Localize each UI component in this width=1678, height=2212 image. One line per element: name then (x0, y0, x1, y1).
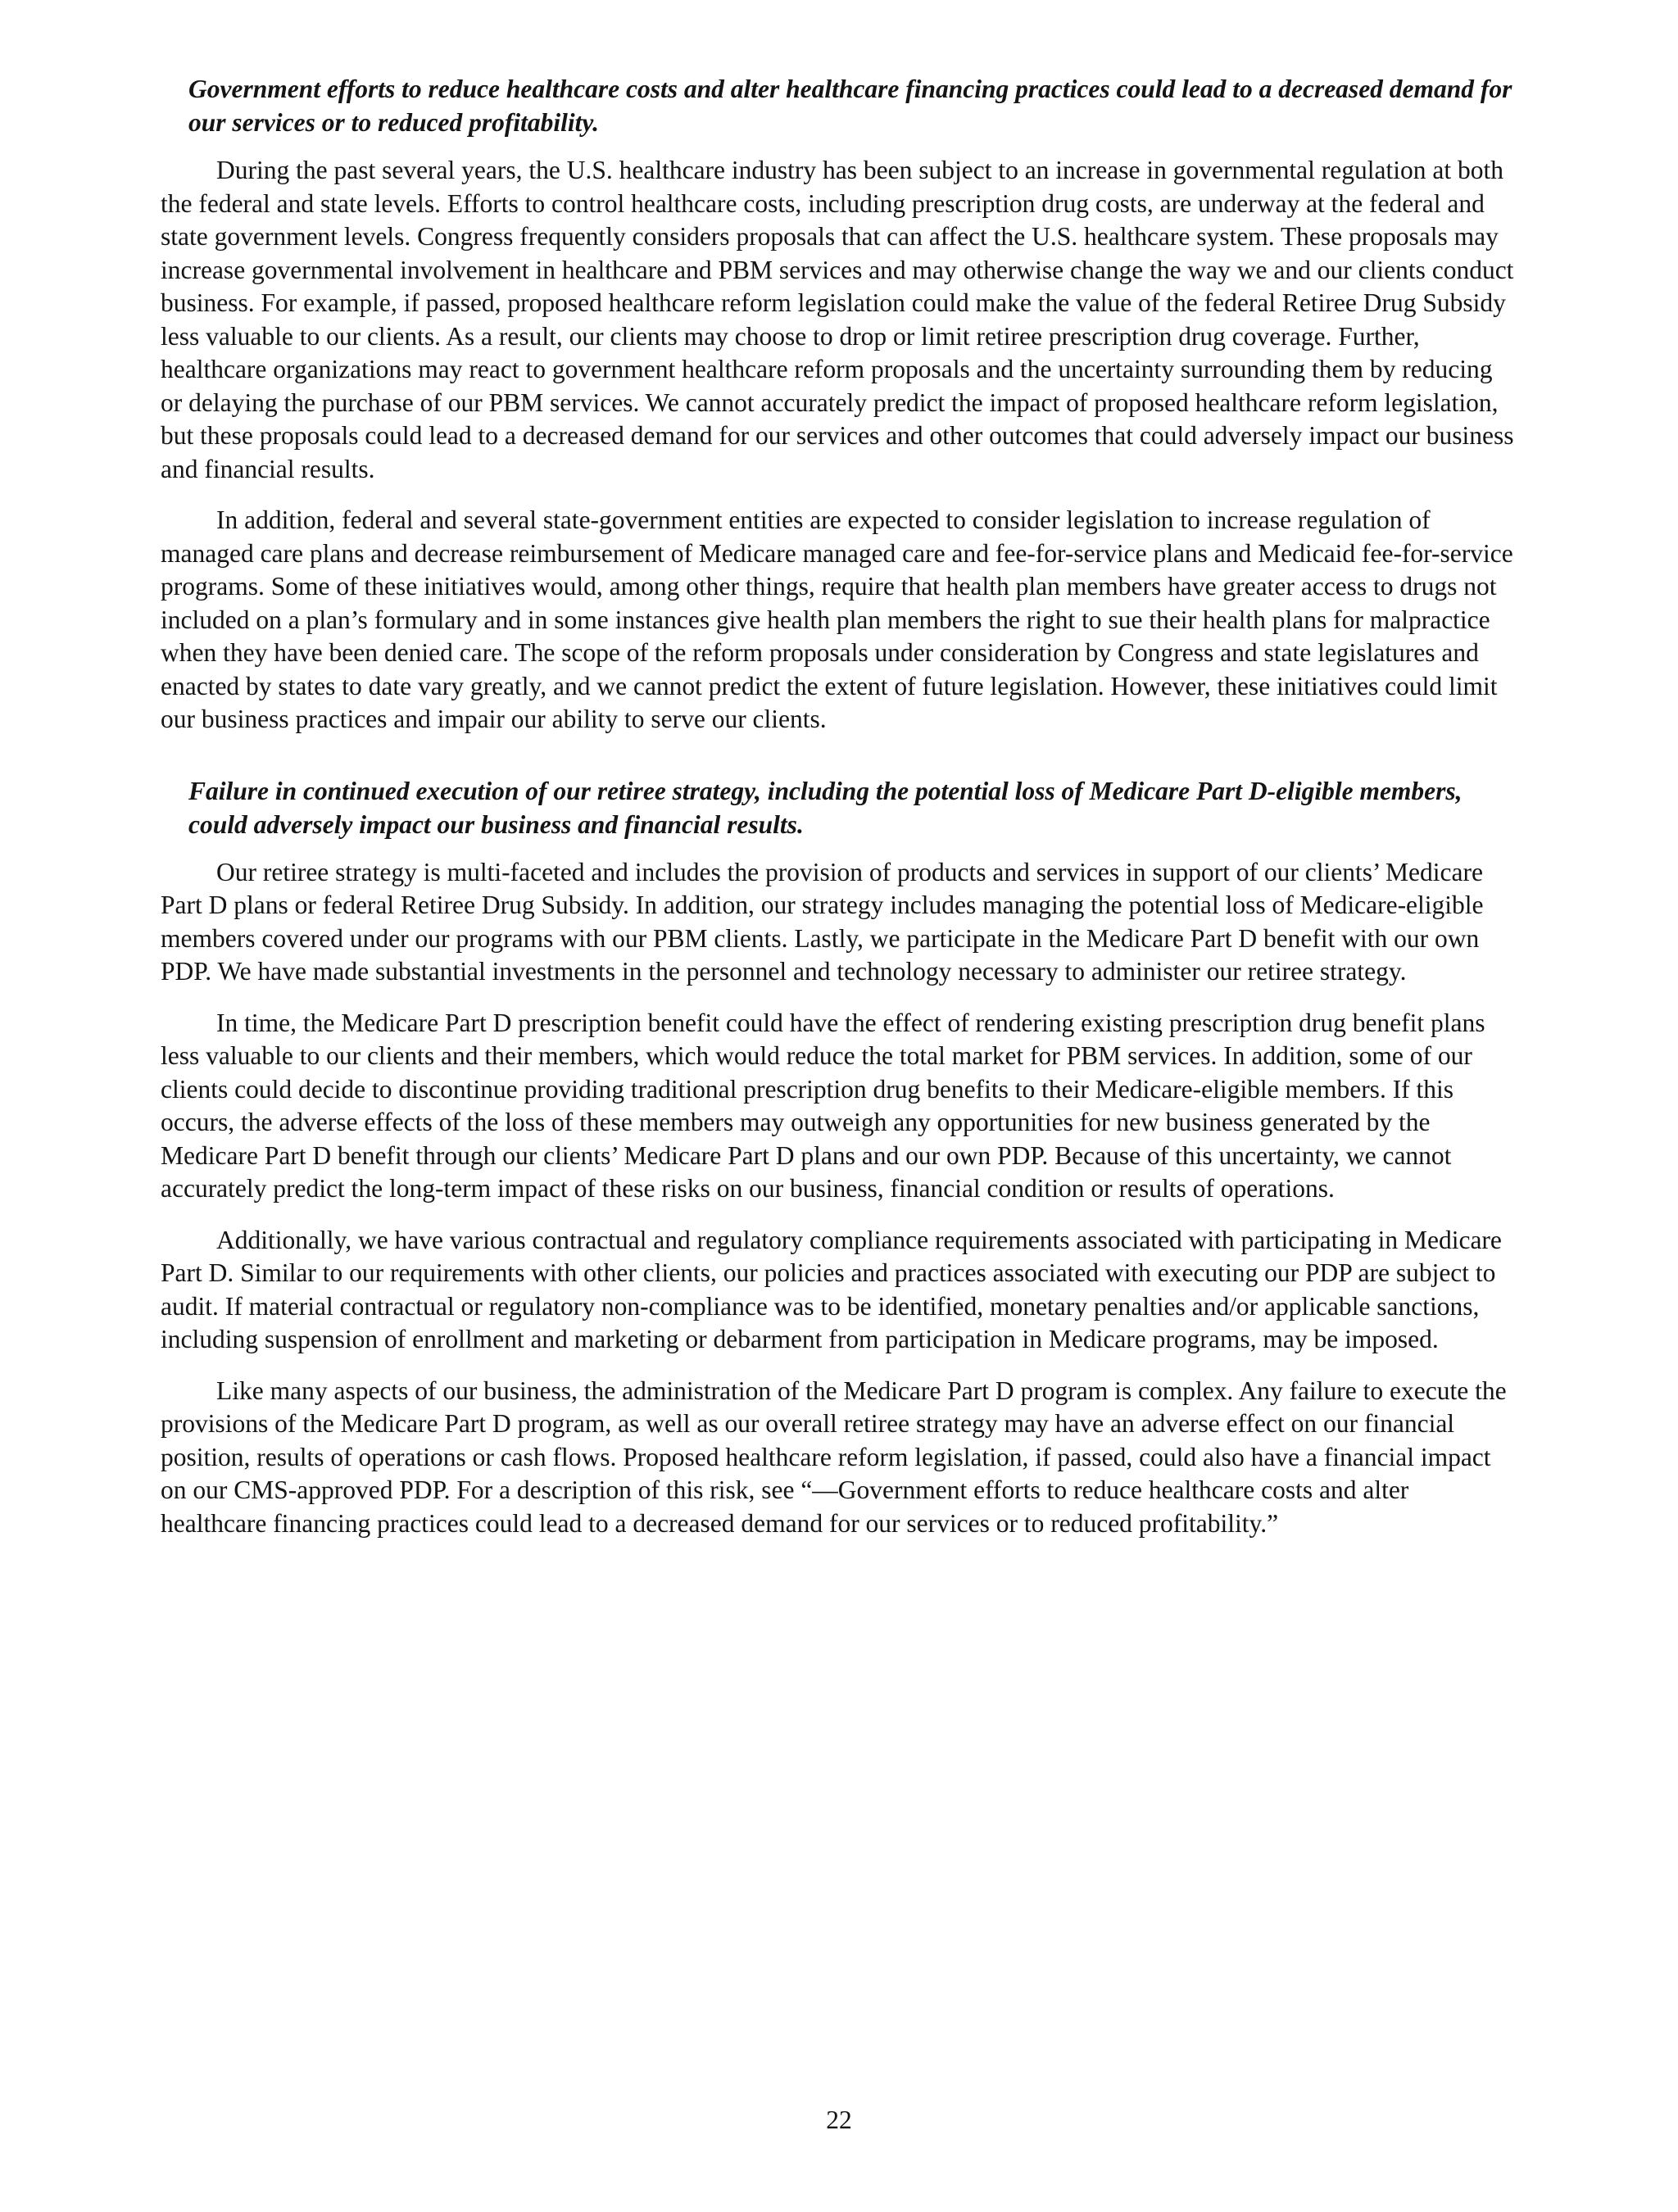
section-heading: Failure in continued execution of our retiree strategy, including the potential loss of Medicare Part D-eligible members, could adversely impact our business and financial results. (188, 776, 1463, 839)
paragraph: Like many aspects of our business, the administration of the Medicare Part D program is complex. Any failure to execute the provisions of the Medicare Part D program, as well as our overall retiree strategy may have an adverse effect on our financial position, results of operations or cash flows. Proposed healthcare reform legislation, if passed, could also have a financial impact on our CMS-approved PDP. For a description of this risk, see “—Government efforts to reduce healthcare costs and alter healthcare financing practices could lead to a decreased demand for our services or to reduced profitability.” (161, 1376, 1507, 1538)
page-number: 22 (826, 2105, 852, 2134)
section-heading: Government efforts to reduce healthcare costs and alter healthcare financing practices could lead to a decreased demand for our services or to reduced profitability. (188, 75, 1512, 137)
paragraph: Additionally, we have various contractual and regulatory compliance requirements associated with participating in Medicare Part D. Similar to our requirements with other clients, our policies and practices associated with executing our PDP are subject to audit. If material contractual or regulatory non-compliance was to be identified, monetary penalties and/or applicable sanctions, including suspension of enrollment and marketing or debarment from participation in Medicare programs, may be imposed. (161, 1225, 1502, 1353)
paragraph: During the past several years, the U.S. healthcare industry has been subject to an increase in governmental regulation at both the federal and state levels. Efforts to control healthcare costs, including prescription drug costs, are underway at the federal and state government levels. Congress frequently considers proposals that can affect the U.S. healthcare system. These proposals may increase governmental involvement in healthcare and PBM services and may otherwise change the way we and our clients conduct business. For example, if passed, proposed healthcare reform legislation could make the value of the federal Retiree Drug Subsidy less valuable to our clients. As a result, our clients may choose to drop or limit retiree prescription drug coverage. Further, healthcare organizations may react to government healthcare reform proposals and the uncertainty surrounding them by reducing or delaying the purchase of our PBM services. We cannot accurately predict the impact of proposed healthcare reform legislation, but these proposals could lead to a decreased demand for our services and other outcomes that could adversely impact our business and financial results. (161, 156, 1514, 483)
risk-section-retiree-strategy (161, 774, 1519, 1541)
document-page (161, 72, 1519, 1540)
paragraph: Our retiree strategy is multi-faceted and includes the provision of products and services in support of our clients’ Medicare Part D plans or federal Retiree Drug Subsidy. In addition, our strategy includes managing the potential loss of Medicare-eligible members covered under our programs with our PBM clients. Lastly, we participate in the Medicare Part D benefit with our own PDP. We have made substantial investments in the personnel and technology necessary to administer our retiree strategy. (161, 857, 1484, 986)
paragraph: In addition, federal and several state-government entities are expected to consider legislation to increase regulation of managed care plans and decrease reimbursement of Medicare managed care and fee-for-service plans and Medicaid fee-for-service programs. Some of these initiatives would, among other things, require that health plan members have greater access to drugs not included on a plan’s formulary and in some instances give health plan members the right to sue their health plans for malpractice when they have been denied care. The scope of the reform proposals under consideration by Congress and state legislatures and enacted by states to date vary greatly, and we cannot predict the extent of future legislation. However, these initiatives could limit our business practices and impair our ability to serve our clients. (161, 505, 1513, 733)
risk-section-healthcare-costs (161, 72, 1519, 737)
paragraph: In time, the Medicare Part D prescription benefit could have the effect of rendering existing prescription drug benefit plans less valuable to our clients and their members, which would reduce the total market for PBM services. In addition, some of our clients could decide to discontinue providing traditional prescription drug benefits to their Medicare-eligible members. If this occurs, the adverse effects of the loss of these members may outweigh any opportunities for new business generated by the Medicare Part D benefit through our clients’ Medicare Part D plans and our own PDP. Because of this uncertainty, we cannot accurately predict the long-term impact of these risks on our business, financial condition or results of operations. (161, 1008, 1485, 1203)
